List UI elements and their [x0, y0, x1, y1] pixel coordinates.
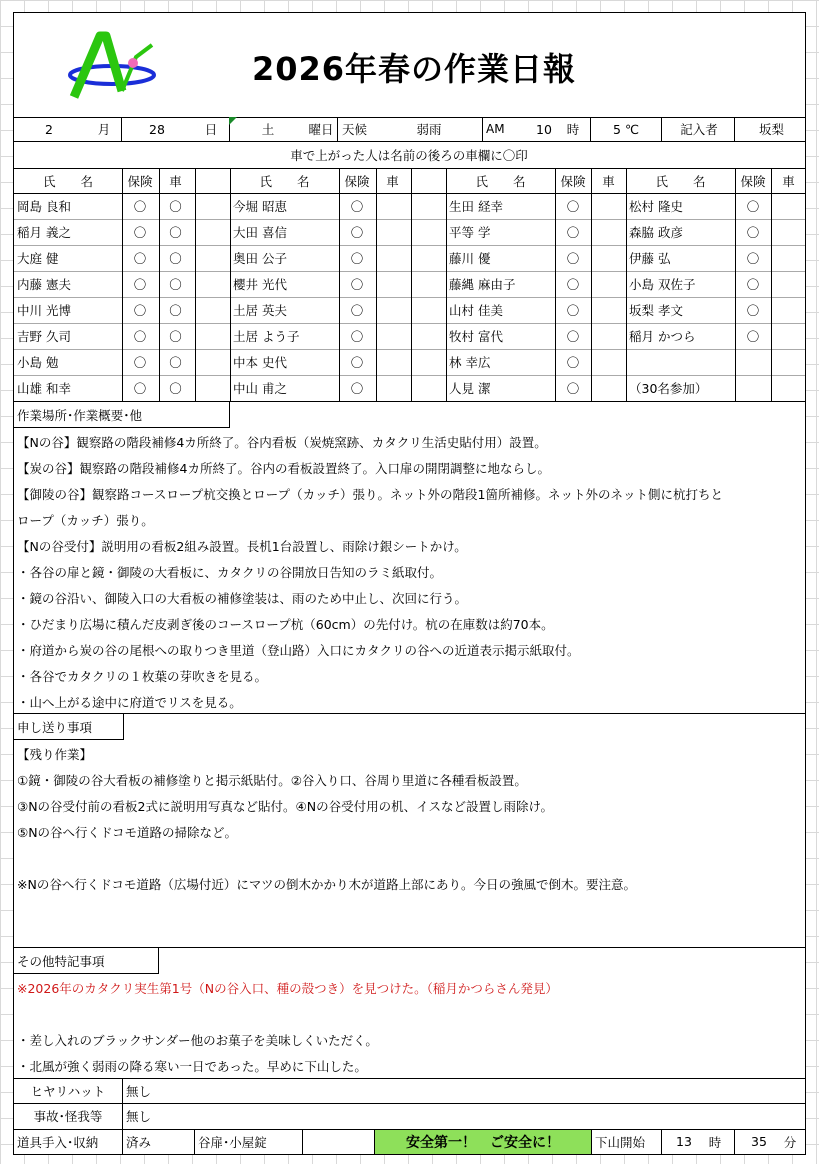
temperature-value: 5 ℃	[613, 121, 639, 137]
work-line: ロープ（カッチ）張り。	[17, 513, 154, 528]
participant-name: 森脇 政彦	[629, 225, 683, 240]
participant-name: （30名参加）	[629, 381, 708, 396]
participant-insurance-mark: 〇	[133, 303, 147, 318]
weekday-value: 土	[261, 122, 275, 137]
participant-insurance-mark	[735, 349, 771, 375]
participant-car-mark	[771, 323, 806, 349]
participant-insurance-mark: 〇	[746, 303, 760, 318]
other-heading: その他特記事項	[14, 948, 159, 974]
participant-car-mark: 〇	[169, 303, 182, 318]
participant-car-mark	[591, 349, 626, 375]
car-column-header: 車	[169, 173, 182, 189]
participant-name: 生田 経幸	[449, 199, 503, 214]
participant-insurance-mark: 〇	[350, 199, 364, 214]
other-line: ・差し入れのブラックサンダー他のお菓子を美味しくいただく。	[17, 1033, 378, 1048]
insurance-column-header: 保険	[344, 173, 370, 189]
handover-line: ※Nの谷へ行くドコモ道路（広場付近）にマツの倒木かかり木が道路上部にあり。今日の強風で倒木。要注意。	[17, 877, 636, 892]
accident-value: 無し	[126, 1109, 152, 1124]
participant-name: 松村 隆史	[629, 199, 683, 214]
participant-car-mark	[375, 271, 410, 297]
handover-line: ⑤Nの谷へ行くドコモ道路の掃除など。	[17, 825, 238, 840]
participant-car-mark	[771, 219, 806, 245]
participant-insurance-mark: 〇	[566, 355, 580, 370]
gate-lock-label: 谷扉･小屋錠	[198, 1134, 267, 1150]
participant-insurance-mark: 〇	[133, 225, 147, 240]
participant-car-mark	[591, 297, 626, 323]
participant-insurance-mark: 〇	[350, 355, 364, 370]
work-line: ・各谷の扉と鏡・御陵の大看板に、カタクリの谷開放日告知のラミ紙取付。	[17, 565, 443, 580]
insurance-column-header: 保険	[127, 173, 153, 189]
participant-name: 土居 よう子	[233, 329, 300, 344]
car-column-header: 車	[782, 173, 795, 189]
participant-name: 中本 史代	[233, 355, 287, 370]
work-line: ・ひだまり広場に積んだ皮剥ぎ後のコースロープ杭（60cm）の先付け。杭の在庫数は約70本。	[17, 617, 554, 632]
hiyari-label: ヒヤリハット	[30, 1083, 106, 1099]
participant-car-mark	[375, 219, 410, 245]
time-ampm: AM	[486, 122, 505, 136]
participant-insurance-mark: 〇	[746, 251, 760, 266]
participant-name: 今堀 昭恵	[233, 199, 287, 214]
participant-insurance-mark: 〇	[566, 381, 580, 396]
participant-car-mark: 〇	[169, 199, 182, 214]
participant-name: 土居 英夫	[233, 303, 287, 318]
participant-car-mark	[591, 193, 626, 219]
daily-report-sheet	[13, 12, 806, 1155]
participant-insurance-mark: 〇	[566, 225, 580, 240]
participant-car-mark	[771, 245, 806, 271]
participant-car-mark	[771, 271, 806, 297]
month-label: 月	[97, 122, 111, 137]
handover-line: ①鏡・御陵の谷大看板の補修塗りと掲示紙貼付。②谷入り口、谷周り里道に各種看板設置。	[17, 773, 527, 788]
work-line: 【御陵の谷】観察路コースロープ杭交換とロープ（カッチ）張り。ネット外の階段1箇所補修。ネット外のネット側に杭打ちと	[17, 487, 723, 502]
participant-insurance-mark: 〇	[133, 355, 147, 370]
participant-car-mark	[591, 375, 626, 401]
participant-name: 中山 甫之	[233, 381, 287, 396]
participant-car-mark	[591, 219, 626, 245]
participant-name: 稲月 かつら	[629, 329, 696, 344]
participant-car-mark	[375, 323, 410, 349]
participant-insurance-mark: 〇	[566, 199, 580, 214]
participant-insurance-mark: 〇	[350, 251, 364, 266]
participant-insurance-mark: 〇	[746, 225, 760, 240]
work-line: ・府道から炭の谷の尾根への取りつき里道（登山路）入口にカタクリの谷への近道表示掲示紙取付。	[17, 643, 580, 658]
weekday-label: 曜日	[308, 122, 334, 137]
participant-insurance-mark: 〇	[566, 277, 580, 292]
participant-insurance-mark: 〇	[350, 225, 364, 240]
logo	[66, 31, 166, 101]
participant-car-mark: 〇	[169, 329, 182, 344]
participant-insurance-mark: 〇	[133, 329, 147, 344]
report-title: 2026年春の作業日報	[251, 50, 577, 88]
participant-insurance-mark: 〇	[566, 251, 580, 266]
work-line: ・鏡の谷沿い、御陵入口の大看板の補修塗装は、雨のため中止し、次回に行う。	[17, 591, 468, 606]
participant-car-mark	[375, 349, 410, 375]
name-column-header: 氏 名	[655, 173, 706, 189]
hour-label: 時	[566, 122, 580, 137]
month-value: 2	[45, 121, 53, 137]
participant-name: 大田 喜信	[233, 225, 287, 240]
logo-graphic	[66, 31, 166, 101]
participant-name: 小島 勉	[17, 355, 59, 370]
other-line: ・北風が強く弱雨の降る寒い一日であった。早めに下山した。	[17, 1059, 367, 1074]
work-line: ・山へ上がる途中に府道でリスを見る。	[17, 695, 242, 710]
participant-insurance-mark	[735, 375, 771, 401]
name-column-header: 氏 名	[475, 173, 526, 189]
car-column-header: 車	[386, 173, 399, 189]
participant-insurance-mark: 〇	[350, 303, 364, 318]
tools-value: 済み	[126, 1134, 152, 1150]
name-column-header: 氏 名	[259, 173, 310, 189]
participant-name: 小島 双佐子	[629, 277, 696, 292]
name-column-header: 氏 名	[42, 173, 93, 189]
insurance-column-header: 保険	[740, 173, 766, 189]
recorder-value: 坂梨	[758, 122, 784, 137]
participant-car-mark	[771, 297, 806, 323]
participant-insurance-mark: 〇	[350, 329, 364, 344]
descent-minute: 35	[751, 1134, 767, 1149]
participant-name: 稲月 義之	[17, 225, 71, 240]
participant-name: 平等 学	[449, 225, 491, 240]
work-line: ・各谷でカタクリの１枚葉の芽吹きを見る。	[17, 669, 268, 684]
handover-heading: 申し送り事項	[14, 714, 124, 740]
participant-name: 藤川 優	[449, 251, 491, 266]
participant-name: 大庭 健	[17, 251, 59, 266]
participant-name: 林 幸広	[449, 355, 491, 370]
participant-car-mark	[771, 193, 806, 219]
participant-name	[626, 349, 735, 375]
participant-insurance-mark: 〇	[133, 277, 147, 292]
participant-car-mark: 〇	[169, 225, 182, 240]
handover-line: 【残り作業】	[17, 747, 93, 762]
participant-car-mark	[591, 323, 626, 349]
participant-insurance-mark: 〇	[566, 303, 580, 318]
participant-name: 山雄 和幸	[17, 381, 71, 396]
descent-hour: 13	[676, 1134, 692, 1149]
participant-name: 藤縄 麻由子	[449, 277, 516, 292]
work-line: 【Nの谷】観察路の階段補修4カ所終了。谷内看板（炭焼窯跡、カタクリ生活史貼付用）設置。	[17, 435, 547, 450]
car-column-header: 車	[602, 173, 615, 189]
participant-insurance-mark: 〇	[566, 329, 580, 344]
participant-insurance-mark: 〇	[746, 199, 760, 214]
descent-hour-label: 時	[708, 1134, 722, 1150]
participant-car-mark	[375, 297, 410, 323]
participant-insurance-mark: 〇	[746, 329, 760, 344]
participant-name: 山村 佳美	[449, 303, 503, 318]
participant-car-mark	[591, 271, 626, 297]
participant-name: 坂梨 孝文	[629, 303, 683, 318]
participant-car-mark	[375, 375, 410, 401]
work-line: 【炭の谷】観察路の階段補修4カ所終了。谷内の看板設置終了。入口扉の開閉調整に地ならし。	[17, 461, 550, 476]
safety-slogan: 安全第一！ ご安全に！	[375, 1130, 591, 1154]
participant-insurance-mark: 〇	[133, 199, 147, 214]
participant-car-mark: 〇	[169, 381, 182, 396]
participant-car-mark	[591, 245, 626, 271]
hiyari-value: 無し	[126, 1083, 152, 1099]
participant-insurance-mark: 〇	[133, 251, 147, 266]
first-seedling-note: ※2026年のカタクリ実生第1号（Nの谷入口、種の殻つき）を見つけた。（稲月かつらさん発見）	[17, 981, 558, 996]
participant-name: 伊藤 弘	[629, 251, 671, 266]
participant-name: 牧村 富代	[449, 329, 503, 344]
participant-car-mark	[771, 375, 806, 401]
participant-name: 人見 潔	[449, 381, 491, 396]
participant-name: 奥田 公子	[233, 251, 287, 266]
work-heading: 作業場所･作業概要･他	[14, 402, 230, 428]
tools-label: 道具手入･収納	[17, 1134, 99, 1150]
weather-value: 弱雨	[416, 122, 442, 137]
accident-label: 事故･怪我等	[33, 1109, 103, 1124]
participant-name: 岡島 良和	[17, 199, 71, 214]
day-value: 28	[149, 121, 165, 137]
participant-insurance-mark: 〇	[133, 381, 147, 396]
insurance-column-header: 保険	[560, 173, 586, 189]
participant-insurance-mark: 〇	[746, 277, 760, 292]
descent-label: 下山開始	[595, 1134, 646, 1150]
handover-line: ③Nの谷受付前の看板2式に説明用写真など貼付。④Nの谷受付用の机、イスなど設置し雨除け。	[17, 799, 553, 814]
car-notice: 車で上がった人は名前の後ろの車欄に〇印	[290, 148, 528, 163]
participant-car-mark	[771, 349, 806, 375]
work-line: 【Nの谷受付】説明用の看板2組み設置。長机1台設置し、雨除け銀シートかけ。	[17, 539, 467, 554]
recorder-label: 記入者	[680, 122, 718, 137]
participant-insurance-mark: 〇	[350, 381, 364, 396]
participant-insurance-mark: 〇	[350, 277, 364, 292]
participant-name: 吉野 久司	[17, 329, 71, 344]
weather-label: 天候	[342, 122, 368, 137]
descent-minute-label: 分	[783, 1134, 797, 1150]
participant-car-mark: 〇	[169, 355, 182, 370]
day-label: 日	[204, 122, 218, 137]
participant-name: 内藤 憲夫	[17, 277, 71, 292]
participant-name: 櫻井 光代	[233, 277, 287, 292]
hour-value: 10	[536, 121, 552, 137]
cell-comment-marker	[229, 117, 237, 125]
participant-car-mark	[375, 245, 410, 271]
participant-car-mark: 〇	[169, 277, 182, 292]
participant-name: 中川 光博	[17, 303, 71, 318]
participant-car-mark: 〇	[169, 251, 182, 266]
participant-car-mark	[375, 193, 410, 219]
